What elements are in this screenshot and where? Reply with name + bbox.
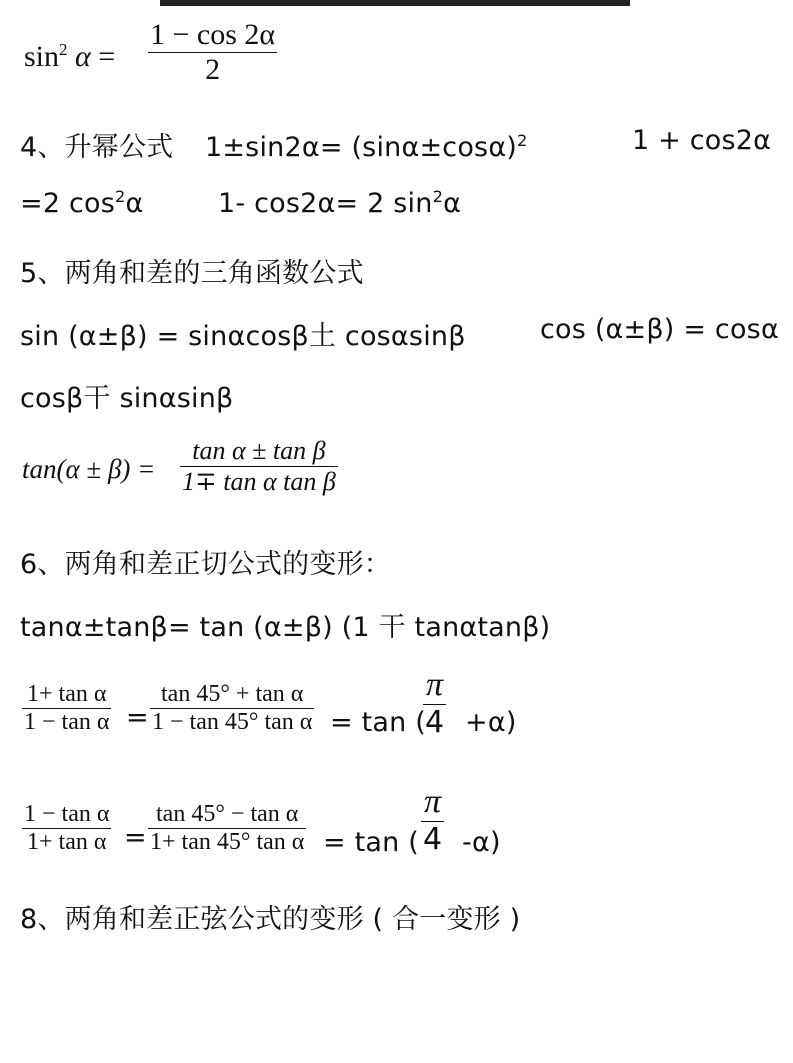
plus-frac1	[22, 681, 111, 736]
section4-formula2-line2: =2 cos	[20, 188, 116, 219]
minus-frac1-denominator: 1+ tan α	[27, 829, 107, 855]
section8-heading: 8、两角和差正弦公式的变形 ( 合一变形 )	[20, 904, 521, 935]
section4-formula3-suffix: α	[443, 188, 462, 219]
plus-frac2-numerator: tan 45° + tan α	[161, 681, 304, 707]
section4-formula3-power: 2	[432, 187, 444, 206]
section4-formula2-power: 2	[115, 187, 126, 206]
sin-sum-formula: sin (α±β) = sinαcosβ土 cosαsinβ	[20, 321, 466, 352]
cropped-top-line	[160, 0, 630, 6]
minus-eq1: =	[124, 822, 147, 853]
denominator-four: 4	[425, 705, 445, 740]
power-2: 2	[59, 40, 68, 59]
minus-rhs-prefix: = tan (	[323, 827, 419, 858]
minus-rhs-suffix: -α)	[462, 827, 501, 858]
minus-frac2	[148, 801, 306, 856]
section4-line2	[20, 188, 144, 219]
alpha-var: α	[75, 40, 91, 73]
plus-frac2-denominator: 1 − tan 45° tan α	[152, 709, 313, 735]
equals-sign: =	[98, 40, 116, 73]
fraction-numerator: 1 − cos 2α	[150, 18, 276, 51]
sin-label: sin	[24, 40, 60, 73]
section4-formula1: 1±sin2α= (sinα±cosα)	[204, 132, 518, 163]
fraction-denominator: 2	[205, 53, 221, 86]
plus-rhs-suffix: +α)	[465, 707, 517, 738]
tan-sum-fraction	[180, 436, 338, 497]
minus-frac1-numerator: 1 − tan α	[24, 801, 110, 827]
pi-symbol: π	[424, 783, 442, 820]
pi-symbol: π	[426, 666, 444, 703]
plus-frac2	[150, 681, 314, 736]
tan-sum-denominator: 1∓ tan α tan β	[182, 467, 336, 496]
section4-formula3-text: 1- cos2α= 2 sin	[218, 188, 433, 219]
plus-frac1-denominator: 1 − tan α	[24, 709, 110, 735]
denominator-four: 4	[423, 822, 443, 857]
section5-heading: 5、两角和差的三角函数公式	[20, 258, 364, 289]
minus-frac2-numerator: tan 45° − tan α	[156, 801, 299, 827]
sin-squared-fraction	[148, 18, 277, 87]
tan-sum-lhs: tan(α ± β) =	[22, 454, 156, 484]
minus-frac2-denominator: 1+ tan 45° tan α	[150, 829, 305, 855]
cos-sum-formula-line2: cosβ干 sinαsinβ	[20, 383, 234, 414]
section4-line1	[20, 125, 528, 164]
plus-eq1: =	[126, 702, 149, 733]
section4-heading: 4、升幂公式	[20, 132, 174, 163]
tan-sum-identity: tanα±tanβ= tan (α±β) (1 干 tanαtanβ)	[20, 612, 551, 643]
section4-formula1-power: 2	[517, 131, 528, 150]
plus-frac1-numerator: 1+ tan α	[27, 681, 107, 707]
section4-formula3	[218, 188, 461, 219]
section4-formula2-suffix: α	[125, 188, 144, 219]
minus-frac1	[22, 801, 111, 856]
plus-pi-over-4	[423, 666, 446, 740]
cos-sum-formula-line1: cos (α±β) = cosα	[540, 314, 779, 345]
tan-sum-numerator: tan α ± tan β	[192, 436, 326, 465]
section6-heading: 6、两角和差正切公式的变形：	[20, 549, 391, 580]
plus-rhs-prefix: = tan (	[330, 707, 426, 738]
sin-squared-lhs	[24, 40, 115, 74]
minus-pi-over-4	[421, 783, 444, 857]
section4-formula2-line1: 1 + cos2α	[632, 125, 772, 156]
